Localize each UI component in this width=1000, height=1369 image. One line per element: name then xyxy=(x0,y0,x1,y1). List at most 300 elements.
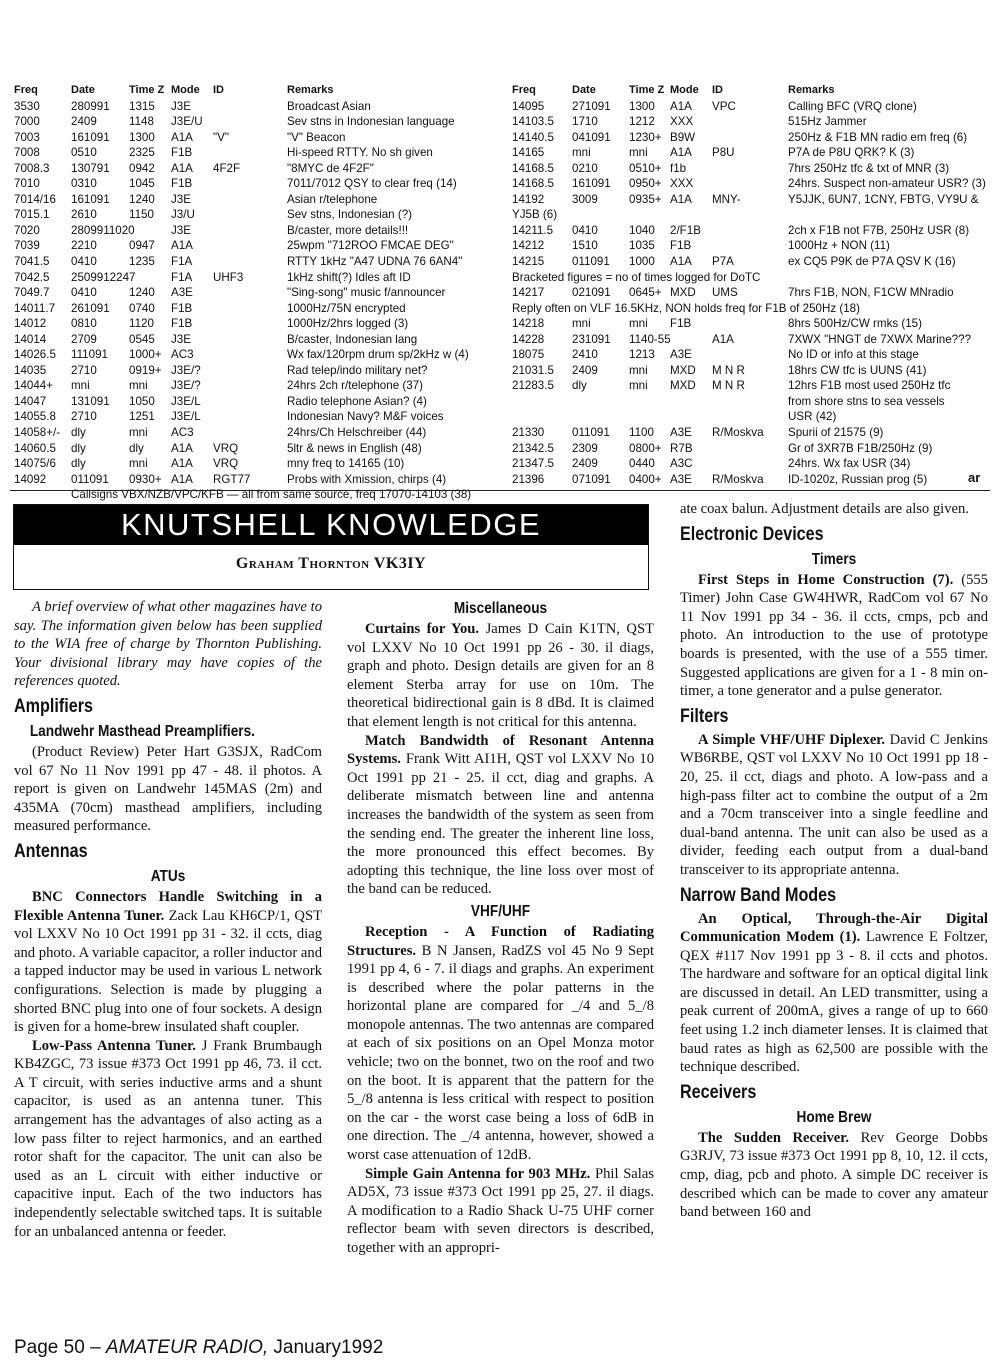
cell-id: M N R xyxy=(712,363,745,377)
header-freq: Freq xyxy=(14,84,38,96)
entry-title-first-steps: First Steps in Home Construction (7). xyxy=(698,571,954,588)
cell-freq: 21330 xyxy=(512,426,545,440)
cell-remarks: Calling BFC (VRQ clone) xyxy=(788,99,917,113)
cell-freq: 14058+/- xyxy=(14,426,61,440)
cell-remarks: 1kHz shift(?) Idles aft ID xyxy=(287,270,411,284)
cell-date: 2410 xyxy=(572,348,598,362)
divider xyxy=(10,490,990,491)
cell-remarks: Indonesian Navy? M&F voices xyxy=(287,410,444,424)
cell-time: 0440 xyxy=(629,457,655,471)
cell-date: 2710 xyxy=(71,363,97,377)
cell-mode: J3E/L xyxy=(171,394,201,408)
cell-mode: A1A xyxy=(171,239,193,253)
cell-mode: A1A xyxy=(171,161,193,175)
cell-date: 231091 xyxy=(572,332,611,346)
cell-mode: B9W xyxy=(670,130,696,144)
cell-mode: J3E xyxy=(171,192,191,206)
table-row xyxy=(14,409,500,425)
cell-mode: f1b xyxy=(670,161,687,175)
table-row xyxy=(14,394,500,410)
log-table-left xyxy=(14,83,500,503)
cell-freq: 7014/16 xyxy=(14,192,56,206)
table-row xyxy=(14,207,500,223)
table-row xyxy=(512,301,988,317)
cell-mode: 2/F1B xyxy=(670,223,701,237)
cell-date: dly xyxy=(71,426,86,440)
cell-remarks: 1000Hz/75N encrypted xyxy=(287,301,406,315)
table-row xyxy=(512,254,988,270)
table-row xyxy=(512,456,988,472)
cell-time: 0935+ xyxy=(629,192,662,206)
cell-mode: A3E xyxy=(670,472,692,486)
cell-date: 041091 xyxy=(572,130,611,144)
cell-mode: J3E/? xyxy=(171,379,201,393)
cell-freq: 14095 xyxy=(512,99,545,113)
article-column-3 xyxy=(680,500,988,1222)
table-row xyxy=(512,363,988,379)
header-time: Time Z xyxy=(129,84,165,96)
cell-time: 0800+ xyxy=(629,441,662,455)
cell-date: 2509912247 xyxy=(71,270,136,284)
entry-lowpass xyxy=(14,1037,322,1242)
entry-body-bnc: Zack Lau KH6CP/1, QST vol LXXV No 10 Oct 1991 pp 31 - 32. il ccts, diag and photo. A variable capacitor, a roller inductor and a tapped inductor may be used in various L network configurations. Selection is made by plugging a shorted BNC plug into one of four sockets. A design is given for a home-brew insulated shaft coupler. xyxy=(14,907,322,1036)
cell-mode: MXD xyxy=(670,379,696,393)
cell-mode: MXD xyxy=(670,286,696,300)
table-row xyxy=(512,394,988,410)
cell-remarks: Asian r/telephone xyxy=(287,192,378,206)
cell-remarks: 7011/7012 QSY to clear freq (14) xyxy=(287,177,457,191)
cell-freq: 14228 xyxy=(512,332,545,346)
cell-freq: 7008.3 xyxy=(14,161,50,175)
header-mode: Mode xyxy=(670,84,699,96)
table-note: Callsigns VBX/NZB/VPC/KFB — all from same source, freq 17070-14103 (38) xyxy=(71,488,472,502)
section-heading-vhf: VHF/UHF xyxy=(470,902,531,920)
table-row xyxy=(14,425,500,441)
subsection-heading-home-brew: Home Brew xyxy=(796,1108,872,1126)
cell-remarks: 24hrs. Suspect non-amateur USR? (3) xyxy=(788,177,986,191)
column-title: KNUTSHELL KNOWLEDGE xyxy=(14,505,648,545)
cell-date: 111091 xyxy=(71,348,108,362)
article-column-2 xyxy=(347,596,654,1258)
cell-mode: MXD xyxy=(670,363,696,377)
table-row xyxy=(14,99,500,115)
entry-body-first-steps: (555 Timer) John Case GW4HWR, RadCom vol 67 No 11 Nov 1991 pp 34 - 36. il ccts, cmps, pcb and photo. An introduction to the use of prototype boards is presented, with the use of a 555 timer. Suggested applications are given for a 1 - 8 min on-timer, a tone generator and a pulse generator. xyxy=(680,571,988,700)
table-row xyxy=(14,130,500,146)
cell-time: 1212 xyxy=(629,115,655,129)
cell-mode: J3E xyxy=(171,332,191,346)
cell-freq: 14060.5 xyxy=(14,441,56,455)
cell-freq: 7041.5 xyxy=(14,255,50,269)
cell-time: 1213 xyxy=(629,348,655,362)
cell-remarks: from shore stns to sea vessels xyxy=(788,394,945,408)
cell-date: 0410 xyxy=(572,223,598,237)
cell-mode: F1B xyxy=(171,317,193,331)
cell-date: 3009 xyxy=(572,192,598,206)
cell-remarks: ID-1020z, Russian prog (5) xyxy=(788,472,928,486)
cell-time: 1120 xyxy=(129,317,154,331)
cell-id: VRQ xyxy=(213,457,239,471)
table-row xyxy=(14,238,500,254)
table-row xyxy=(14,223,500,239)
table-row xyxy=(14,316,500,332)
cell-freq: 14026.5 xyxy=(14,348,56,362)
table-row xyxy=(512,223,988,239)
table-row xyxy=(512,316,988,332)
entry-body-sudden: Rev George Dobbs G3RJV, 73 issue #373 Oct 1991 pp 8, 10, 12. il ccts, cmp, diag, pcb and photo. A simple DC receiver is described which can be made to cover any amateur band between 160 and xyxy=(680,1129,988,1221)
cell-time: 1148 xyxy=(129,115,154,129)
cell-mode: A1A xyxy=(171,130,193,144)
cell-time: mni xyxy=(129,457,148,471)
section-heading-narrow-band: Narrow Band Modes xyxy=(680,884,837,906)
cell-time: 1100 xyxy=(629,426,654,440)
header-id: ID xyxy=(213,84,224,96)
cell-time: mni xyxy=(629,379,648,393)
cell-date: 2710 xyxy=(71,410,97,424)
cell-mode: F1B xyxy=(171,177,193,191)
cell-remarks: 7XWX "HNGT de 7XWX Marine??? xyxy=(788,332,972,346)
cell-time: 0510+ xyxy=(629,161,662,175)
cell-id: 4F2F xyxy=(213,161,241,175)
cell-mode: A3E xyxy=(670,426,692,440)
entry-body-lowpass: J Frank Brumbaugh KB4ZGC, 73 issue #373 Oct 1991 pp 46, 73. il cct. A T circuit, with series inductive arms and a shunt capacitor, is used as an antenna tuner. This arrangement has the advantages of also acting as a low pass filter to reject harmonics, and an earthed rotor shaft for the capacitor. The unit can also be used as an L circuit with either inductive or capacitive input. Each of the two inductors has independently selectable switched taps. It is suitable for an unbalanced antenna or feeder. xyxy=(14,1037,322,1240)
table-row xyxy=(512,332,988,348)
cell-time: 1000 xyxy=(629,255,655,269)
cell-remarks: "V" Beacon xyxy=(287,130,346,144)
cell-date: 011091 xyxy=(71,472,109,486)
cell-date: 2409 xyxy=(71,115,97,129)
cell-mode: A1A xyxy=(670,192,692,206)
cell-remarks: Spurii of 21575 (9) xyxy=(788,426,884,440)
table-row xyxy=(512,472,988,488)
table-row xyxy=(512,425,988,441)
cell-remarks: Y5JJK, 6UN7, 1CNY, FBTG, VY9U & xyxy=(788,192,979,206)
cell-time: 1000+ xyxy=(129,348,162,362)
cell-id: RGT77 xyxy=(213,472,251,486)
cell-mode: A1A xyxy=(171,457,193,471)
cell-mode: F1B xyxy=(670,317,692,331)
entry-curtains xyxy=(347,620,654,732)
header-remarks: Remarks xyxy=(788,84,835,96)
table-row xyxy=(14,285,500,301)
cell-time: 0942 xyxy=(129,161,155,175)
cell-time: 1251 xyxy=(129,410,155,424)
cell-time: 1035 xyxy=(629,239,655,253)
cell-freq: 7042.5 xyxy=(14,270,50,284)
cell-date: 271091 xyxy=(572,99,611,113)
table-note: Bracketed figures = no of times logged for DoTC xyxy=(512,270,761,284)
cell-time: mni xyxy=(129,426,148,440)
header-freq: Freq xyxy=(512,84,536,96)
cell-freq: 14075/6 xyxy=(14,457,56,471)
entry-landwehr: (Product Review) Peter Hart G3SJX, RadCom vol 67 No 11 Nov 1991 pp 47 - 48. il photos. A report is given on Landwehr 145MAS (2m) and 435MA (70cm) masthead amplifiers, including measured performance. xyxy=(14,743,322,835)
cell-freq: 7008 xyxy=(14,146,40,160)
entry-optical xyxy=(680,910,988,1077)
cell-freq: 21342.5 xyxy=(512,441,554,455)
entry-title-simple-gain: Simple Gain Antenna for 903 MHz. xyxy=(365,1165,591,1182)
cell-freq: 3530 xyxy=(14,99,40,113)
entry-continuation: ate coax balun. Adjustment details are also given. xyxy=(680,501,969,517)
cell-freq: 21031.5 xyxy=(512,363,554,377)
cell-date: 2409 xyxy=(572,457,598,471)
footer-page: Page 50 – xyxy=(14,1337,106,1358)
header-time: Time Z xyxy=(629,84,665,96)
cell-freq: 14011.7 xyxy=(14,301,56,315)
cell-freq: 14218 xyxy=(512,317,545,331)
cell-remarks: 250Hz & F1B MN radio em freq (6) xyxy=(788,130,968,144)
header-mode: Mode xyxy=(171,84,200,96)
table-row xyxy=(512,207,988,223)
cell-time: 0947 xyxy=(129,239,155,253)
cell-mode: A1A xyxy=(171,441,193,455)
cell-date: 011091 xyxy=(572,255,610,269)
table-note: Reply often on VLF 16.5KHz, NON holds freq for F1B of 250Hz (18) xyxy=(512,301,860,315)
cell-remarks: 515Hz Jammer xyxy=(788,115,867,129)
entry-title-diplexer: A Simple VHF/UHF Diplexer. xyxy=(698,731,886,748)
cell-time: 0645+ xyxy=(629,286,662,300)
cell-time: 2325 xyxy=(129,146,155,160)
table-row xyxy=(512,378,988,394)
cell-id: VRQ xyxy=(213,441,239,455)
intro-text: A brief overview of what other magazines have to say. The information given below has been supplied to the WIA free of charge by Thornton Publishing. Your divisional library may have copies of the references quoted. xyxy=(14,599,322,690)
cell-time: 1050 xyxy=(129,394,155,408)
cell-freq: 21396 xyxy=(512,472,545,486)
cell-date: mni xyxy=(572,317,591,331)
cell-freq: 14212 xyxy=(512,239,545,253)
cell-remarks: 8hrs 500Hz/CW rmks (15) xyxy=(788,317,922,331)
cell-mode: XXX xyxy=(670,177,694,191)
cell-id: "V" xyxy=(213,130,229,144)
table-row xyxy=(512,176,988,192)
section-heading-antennas: Antennas xyxy=(14,840,88,862)
section-heading-electronic: Electronic Devices xyxy=(680,523,824,545)
table-row xyxy=(14,270,500,286)
entry-body-curtains: James D Cain K1TN, QST vol LXXV No 10 Oct 1991 pp 26 - 30. il diags, graph and photo. Design details are given for an 8 element Sterba array for use on 10m. The theoretical bidirectional gain is 8 dBd. It is claimed that element length is not critical for this antenna. xyxy=(347,621,654,730)
table-row xyxy=(512,441,988,457)
cell-freq: 14211.5 xyxy=(512,223,554,237)
cell-date: 0210 xyxy=(572,161,598,175)
cell-date: 2709 xyxy=(71,332,97,346)
cell-date: 0410 xyxy=(71,286,97,300)
cell-date: dly xyxy=(71,457,86,471)
cell-freq: 21347.5 xyxy=(512,457,554,471)
cell-freq: 7010 xyxy=(14,177,40,191)
table-row xyxy=(512,161,988,177)
table-header xyxy=(512,83,988,99)
header-date: Date xyxy=(572,84,596,96)
entry-diplexer xyxy=(680,731,988,880)
cell-mode: F1B xyxy=(171,146,193,160)
cell-freq: 7015.1 xyxy=(14,208,50,222)
cell-mode: F1B xyxy=(670,239,692,253)
log-table-right xyxy=(512,83,988,487)
table-row xyxy=(14,378,500,394)
entry-title-match: Match Bandwidth of Resonant Antenna Systems. xyxy=(347,732,654,768)
cell-date: 2610 xyxy=(71,208,97,222)
cell-date: 131091 xyxy=(71,394,110,408)
cell-id: P8U xyxy=(712,146,735,160)
subsection-heading-atus: ATUs xyxy=(150,867,186,885)
cell-date: 280991 xyxy=(71,99,110,113)
header-remarks: Remarks xyxy=(287,84,334,96)
cell-date: 021091 xyxy=(572,286,611,300)
cell-remarks: 7hrs F1B, NON, F1CW MNradio xyxy=(788,286,954,300)
cell-remarks: P7A de P8U QRK? K (3) xyxy=(788,146,915,160)
cell-freq: 14217 xyxy=(512,286,545,300)
cell-remarks: 18hrs CW tfc is UUNS (41) xyxy=(788,363,927,377)
table-row xyxy=(14,254,500,270)
entry-body-match: Frank Witt AI1H, QST vol LXXV No 10 Oct 1991 pp 21 - 25. il cct, diag and graphs. A deliberate mismatch between line and antenna increases the bandwidth of the system as seen from the sending end. The greater the inherent line loss, the more pronounced this effect becomes. By adopting this technique, the line loss over most of the band can be reduced. xyxy=(347,751,654,898)
table-row xyxy=(14,456,500,472)
entry-sudden xyxy=(680,1129,988,1222)
cell-date: 0510 xyxy=(71,146,97,160)
cell-freq: 7000 xyxy=(14,115,40,129)
table-row xyxy=(512,238,988,254)
cell-mode: XXX xyxy=(670,115,694,129)
entry-body-optical: Lawrence E Foltzer, QEX #117 Nov 1991 pp 3 - 8. il ccts and photos. The hardware and software for an optical digital link are discussed in detail. An LED transmitter, using a peak current of 200mA, gives a range of up to 660 feet using 1.2 inch diameter lenses. It is claimed that baud rates as high as 62,500 are possible with the technique described. xyxy=(680,929,988,1076)
cell-time: dly xyxy=(129,441,144,455)
cell-date: 0310 xyxy=(71,177,97,191)
table-row xyxy=(512,114,988,130)
cell-time: 1140-55 xyxy=(629,332,671,346)
cell-time: 0400+ xyxy=(629,472,662,486)
cell-freq: 7003 xyxy=(14,130,40,144)
cell-date: 261091 xyxy=(71,301,110,315)
cell-freq: 14192 xyxy=(512,192,545,206)
cell-remarks: USR (42) xyxy=(788,410,837,424)
entry-title-landwehr: Landwehr Masthead Preamplifiers. xyxy=(29,722,255,740)
column-author: Graham Thornton VK3IY xyxy=(235,555,427,572)
cell-freq: 14165 xyxy=(512,146,545,160)
table-row xyxy=(14,301,500,317)
cell-time: 0930+ xyxy=(129,472,162,486)
cell-remarks: B/caster, more details!!! xyxy=(287,223,409,237)
cell-remarks: 5ltr & news in English (48) xyxy=(287,441,422,455)
cell-remarks: 1000Hz/2hrs logged (3) xyxy=(287,317,409,331)
cell-freq: 14140.5 xyxy=(512,130,554,144)
cell-mode: F1A xyxy=(171,255,193,269)
entry-title-lowpass: Low-Pass Antenna Tuner. xyxy=(32,1037,196,1054)
cell-freq: 18075 xyxy=(512,348,545,362)
table-row xyxy=(512,285,988,301)
entry-body-simple-gain: Phil Salas AD5X, 73 issue #373 Oct 1991 pp 25, 27. il diags. A modification to a Radio Shack U-75 UHF corner reflector beam with seven directors is described, together with an appropri- xyxy=(347,1165,654,1256)
cell-date: 2210 xyxy=(71,239,97,253)
table-row xyxy=(14,114,500,130)
cell-date: 161091 xyxy=(71,192,110,206)
cell-remarks: 1000Hz + NON (11) xyxy=(788,239,890,253)
cell-freq: 14014 xyxy=(14,332,47,346)
cell-date: mni xyxy=(71,379,90,393)
cell-date: 130791 xyxy=(71,161,110,175)
cell-mode: A3E xyxy=(171,286,193,300)
page-footer xyxy=(14,1337,383,1359)
signoff: ar xyxy=(968,470,981,485)
table-row xyxy=(14,176,500,192)
cell-date: 2409 xyxy=(572,363,598,377)
cell-mode: A1A xyxy=(670,146,692,160)
cell-mode: A3E xyxy=(670,348,692,362)
cell-freq: 14055.8 xyxy=(14,410,56,424)
cell-remarks: Broadcast Asian xyxy=(287,99,371,113)
cell-mode: AC3 xyxy=(171,426,194,440)
cell-date: 0810 xyxy=(71,317,97,331)
cell-remarks: Probs with Xmission, chirps (4) xyxy=(287,472,447,486)
table-row xyxy=(512,270,988,286)
cell-remarks: ex CQ5 P9K de P7A QSV K (16) xyxy=(788,255,956,269)
cell-remarks: Wx fax/120rpm drum sp/2kHz w (4) xyxy=(287,348,469,362)
section-heading-misc: Miscellaneous xyxy=(453,600,548,617)
cell-mode: F1B xyxy=(171,301,193,315)
cell-mode: A1A xyxy=(171,472,193,486)
cell-freq: 14168.5 xyxy=(512,177,554,191)
entry-title-sudden: The Sudden Receiver. xyxy=(698,1129,850,1146)
table-row xyxy=(14,192,500,208)
cell-freq: 7020 xyxy=(14,223,40,237)
cell-id: UHF3 xyxy=(213,270,244,284)
cell-date: dly xyxy=(572,379,587,393)
cell-time: 1235 xyxy=(129,255,155,269)
cell-mode: F1A xyxy=(171,270,193,284)
section-heading-amplifiers: Amplifiers xyxy=(14,695,93,717)
cell-mode: J3E xyxy=(171,223,191,237)
cell-date: 2309 xyxy=(572,441,598,455)
cell-mode: AC3 xyxy=(171,348,194,362)
cell-id: R/Moskva xyxy=(712,426,764,440)
cell-remarks: Radio telephone Asian? (4) xyxy=(287,394,427,408)
cell-mode: J3E xyxy=(171,99,191,113)
cell-time: 1300 xyxy=(629,99,655,113)
cell-time: 1240 xyxy=(129,192,155,206)
cell-date: 0410 xyxy=(71,255,97,269)
cell-date: 1510 xyxy=(572,239,598,253)
cell-freq: 21283.5 xyxy=(512,379,554,393)
cell-date: 161091 xyxy=(71,130,110,144)
cell-time: 1300 xyxy=(129,130,155,144)
cell-time: 1045 xyxy=(129,177,155,191)
header-date: Date xyxy=(71,84,95,96)
cell-freq: 14047 xyxy=(14,394,47,408)
cell-date: 161091 xyxy=(572,177,611,191)
footer-magazine: AMATEUR RADIO, xyxy=(105,1337,269,1358)
entry-title-reception: Reception - A Function of Radiating Structures. xyxy=(347,923,654,959)
cell-time: mni xyxy=(629,363,648,377)
cell-id: UMS xyxy=(712,286,738,300)
table-row xyxy=(512,192,988,208)
cell-time: 1240 xyxy=(129,286,155,300)
cell-remarks: No ID or info at this stage xyxy=(788,348,919,362)
cell-freq: 14092 xyxy=(14,472,47,486)
cell-remarks: mny freq to 14165 (10) xyxy=(287,457,405,471)
cell-mode: R7B xyxy=(670,441,693,455)
cell-time: mni xyxy=(629,146,648,160)
entry-title-optical: An Optical, Through-the-Air Digital Communication Modem (1). xyxy=(680,910,988,946)
table-row xyxy=(512,99,988,115)
cell-mode: J3E/L xyxy=(171,410,201,424)
cell-remarks: Hi-speed RTTY. No sh given xyxy=(287,146,433,160)
entry-body-diplexer: David C Jenkins WB6RBE, QST vol LXXV No 10 Oct 1991 pp 18 - 20, 25. il cct, diags and photo. A low-pass and a high-pass filter act to combine the output of a 2m and a 70cm transceiver into a single feedline and dual-band antenna. The unit can also be used as a divider, feeding each output from a dual-band transceiver to its appropriate antenna. xyxy=(680,731,988,878)
cell-freq: 14012 xyxy=(14,317,47,331)
cell-mode: A1A xyxy=(670,99,692,113)
subsection-heading-timers: Timers xyxy=(811,550,857,568)
entry-bnc xyxy=(14,888,322,1037)
table-row xyxy=(512,130,988,146)
cell-date: 011091 xyxy=(572,426,610,440)
cell-remarks: 7hrs 250Hz tfc & txt of MNR (3) xyxy=(788,161,950,175)
column-banner xyxy=(13,504,649,590)
cell-freq: 7049.7 xyxy=(14,286,50,300)
table-row xyxy=(14,347,500,363)
cell-freq: 14168.5 xyxy=(512,161,554,175)
entry-body-reception: B N Jansen, RadZS vol 45 No 9 Sept 1991 pp 4, 6 - 7. il diags and graphs. An experiment is described where the polar patterns in the horizontal plane are compared for _/4 and 5_/8 monopole antennas. The two antennas are compared at each of six positions on an Opel Monza motor vehicle; two on the bonnet, two on the roof and two on the boot. It is apparent that the pattern for the 5_/8 antenna is less critical with respect to position on the car - the worst case being a loss of 6dB in one direction. The _/4 antenna, however, showed a worst case attenuation of 12dB. xyxy=(347,942,654,1164)
